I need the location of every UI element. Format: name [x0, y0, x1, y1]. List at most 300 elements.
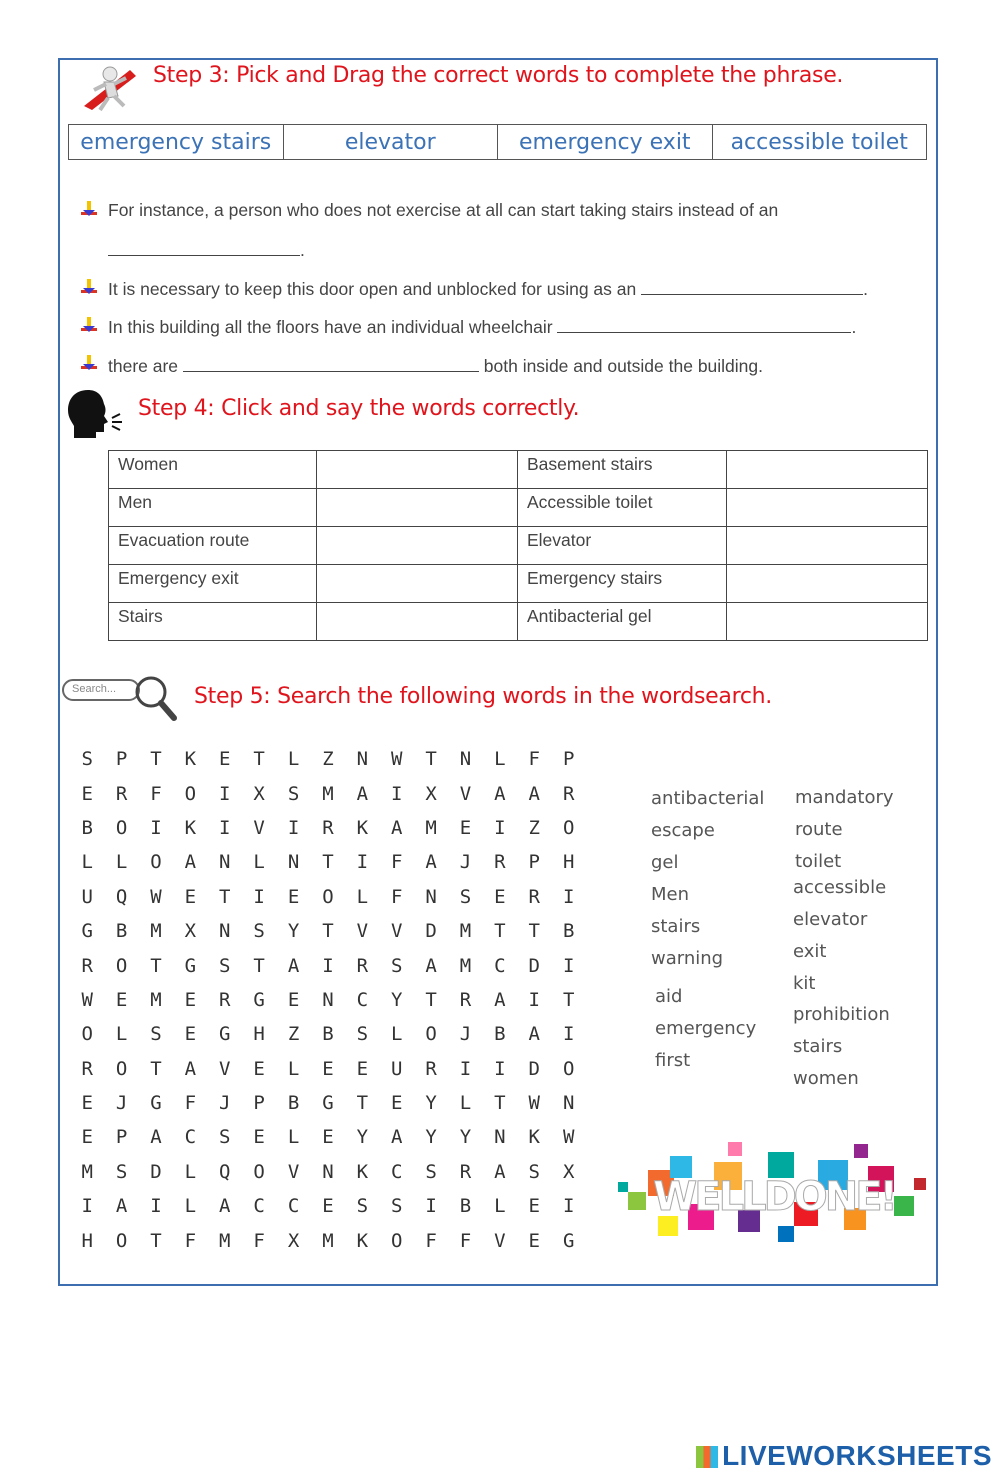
sentence-2-text: It is necessary to keep this door open and unblocked for using as an	[108, 279, 642, 299]
arrow-bullet-icon	[80, 201, 98, 219]
grid-letter[interactable]: D	[150, 1160, 162, 1183]
grid-letter[interactable]: E	[81, 1092, 93, 1115]
search-word: aid	[655, 986, 683, 1007]
grid-letter[interactable]: C	[184, 1126, 197, 1149]
grid-letter[interactable]: Y	[287, 920, 300, 943]
grid-letter[interactable]: E	[390, 1092, 403, 1115]
grid-letter[interactable]: G	[184, 954, 197, 977]
grid-letter[interactable]: O	[115, 1229, 128, 1252]
grid-letter[interactable]: P	[115, 1126, 128, 1149]
record-button-cell[interactable]	[727, 527, 928, 565]
grid-letter[interactable]: A	[184, 1057, 197, 1080]
grid-letter[interactable]: L	[287, 1126, 300, 1149]
grid-letter[interactable]: V	[356, 920, 369, 943]
search-word: mandatory	[795, 787, 894, 808]
grid-letter[interactable]: F	[390, 851, 403, 874]
grid-letter[interactable]: A	[494, 988, 506, 1011]
grid-letter[interactable]: K	[356, 1229, 369, 1252]
record-button-cell[interactable]	[727, 451, 928, 489]
grid-letter[interactable]: S	[115, 1160, 128, 1183]
grid-letter[interactable]: R	[494, 851, 506, 874]
grid-letter[interactable]: S	[356, 1023, 369, 1046]
grid-letter[interactable]: I	[150, 816, 162, 839]
grid-letter[interactable]: T	[150, 1229, 162, 1252]
grid-letter[interactable]: G	[253, 988, 265, 1011]
search-word: stairs	[793, 1036, 843, 1057]
search-word: women	[793, 1068, 859, 1089]
well-done-graphic	[618, 1142, 930, 1246]
grid-letter[interactable]: E	[322, 1195, 334, 1218]
grid-letter[interactable]: E	[459, 816, 472, 839]
grid-letter[interactable]: X	[184, 920, 197, 943]
grid-letter[interactable]: M	[81, 1160, 93, 1183]
grid-letter[interactable]: E	[287, 885, 300, 908]
grid-letter[interactable]: Z	[287, 1023, 300, 1046]
search-bar-graphic	[62, 679, 140, 701]
grid-letter[interactable]: X	[253, 782, 265, 805]
grid-letter[interactable]: V	[494, 1229, 506, 1252]
grid-letter[interactable]: F	[459, 1229, 472, 1252]
grid-letter[interactable]: K	[528, 1126, 540, 1149]
grid-letter[interactable]: N	[322, 1160, 334, 1183]
grid-letter[interactable]: T	[425, 988, 437, 1011]
grid-letter[interactable]: E	[528, 1229, 540, 1252]
grid-letter[interactable]: H	[562, 851, 575, 874]
search-word: emergency	[655, 1018, 757, 1039]
grid-letter[interactable]: T	[528, 920, 540, 943]
sentence-1	[108, 200, 778, 221]
record-button-cell[interactable]	[317, 603, 518, 641]
grid-letter[interactable]: L	[494, 1195, 506, 1218]
grid-letter[interactable]: N	[322, 988, 334, 1011]
grid-letter[interactable]: T	[322, 920, 334, 943]
grid-letter[interactable]: O	[150, 851, 162, 874]
grid-letter[interactable]: N	[562, 1092, 575, 1115]
grid-letter[interactable]: V	[287, 1160, 300, 1183]
grid-letter[interactable]: O	[115, 954, 128, 977]
sentence-2-end: .	[863, 279, 868, 299]
grid-letter[interactable]: I	[459, 1057, 472, 1080]
grid-letter[interactable]: E	[322, 1126, 334, 1149]
grid-letter[interactable]: G	[322, 1092, 334, 1115]
grid-letter[interactable]: M	[322, 782, 334, 805]
grid-letter[interactable]: L	[287, 748, 300, 771]
wordsearch-grid	[70, 742, 586, 1258]
grid-letter[interactable]: T	[494, 920, 506, 943]
draggable-word-elevator[interactable]: elevator	[284, 125, 499, 159]
grid-letter[interactable]: O	[115, 816, 128, 839]
grid-letter[interactable]: E	[115, 988, 128, 1011]
grid-letter[interactable]: S	[356, 1195, 369, 1218]
grid-letter[interactable]: A	[425, 954, 437, 977]
grid-letter[interactable]: C	[494, 954, 506, 977]
grid-letter[interactable]: M	[150, 988, 162, 1011]
grid-letter[interactable]: I	[562, 1023, 575, 1046]
grid-letter[interactable]: M	[322, 1229, 334, 1252]
sentence-4-text: there are	[108, 356, 183, 376]
grid-letter[interactable]: B	[322, 1023, 334, 1046]
grid-letter[interactable]: K	[356, 816, 369, 839]
grid-letter[interactable]: S	[287, 782, 300, 805]
drop-blank-1[interactable]	[108, 239, 300, 256]
grid-letter[interactable]: F	[150, 782, 162, 805]
grid-letter[interactable]: M	[459, 920, 472, 943]
grid-letter[interactable]: I	[81, 1195, 93, 1218]
grid-letter[interactable]: O	[115, 1057, 128, 1080]
draggable-word-emergency-exit[interactable]: emergency exit	[498, 125, 713, 159]
grid-letter[interactable]: K	[184, 816, 197, 839]
pronunciation-table	[108, 450, 928, 641]
grid-letter[interactable]: C	[356, 988, 369, 1011]
grid-letter[interactable]: E	[322, 1057, 334, 1080]
grid-letter[interactable]: I	[322, 954, 334, 977]
grid-letter[interactable]: R	[528, 885, 540, 908]
grid-letter[interactable]: E	[528, 1195, 540, 1218]
grid-letter[interactable]: V	[219, 1057, 231, 1080]
grid-letter[interactable]: A	[425, 851, 437, 874]
grid-letter[interactable]: L	[356, 885, 369, 908]
grid-letter[interactable]: I	[425, 1195, 437, 1218]
grid-letter[interactable]: N	[425, 885, 437, 908]
grid-letter[interactable]: B	[562, 920, 575, 943]
grid-letter[interactable]: S	[390, 954, 403, 977]
grid-letter[interactable]: P	[253, 1092, 265, 1115]
say-word-cell: Women	[109, 451, 317, 489]
step5-title: Step 5: Search the following words in the wordsearch.	[194, 684, 772, 709]
grid-letter[interactable]: S	[425, 1160, 437, 1183]
speaking-head-icon	[66, 388, 124, 440]
grid-letter[interactable]: N	[219, 851, 231, 874]
record-button-cell[interactable]	[317, 489, 518, 527]
grid-letter[interactable]: I	[494, 1057, 506, 1080]
draggable-word-emergency-stairs[interactable]: emergency stairs	[69, 125, 284, 159]
grid-letter[interactable]: L	[184, 1160, 197, 1183]
grid-letter[interactable]: M	[425, 816, 437, 839]
magnifier-icon	[132, 674, 178, 722]
grid-letter[interactable]: N	[356, 748, 369, 771]
grid-letter[interactable]: P	[562, 748, 575, 771]
grid-letter[interactable]: S	[219, 1126, 231, 1149]
grid-letter[interactable]: I	[562, 885, 575, 908]
grid-letter[interactable]: S	[253, 920, 265, 943]
grid-letter[interactable]: W	[528, 1092, 540, 1115]
grid-letter[interactable]: F	[184, 1229, 197, 1252]
arrow-bullet-icon	[80, 279, 98, 297]
record-button-cell[interactable]	[317, 451, 518, 489]
grid-letter[interactable]: E	[494, 885, 506, 908]
search-word: toilet	[795, 851, 842, 872]
sentence-1-text: For instance, a person who does not exercise at all can start taking stairs instead of an	[108, 200, 779, 220]
grid-letter[interactable]: Y	[390, 988, 403, 1011]
search-word: gel	[651, 852, 679, 873]
grid-letter[interactable]: M	[150, 920, 162, 943]
grid-letter[interactable]: G	[562, 1229, 575, 1252]
grid-letter[interactable]: S	[528, 1160, 540, 1183]
grid-letter[interactable]: X	[425, 782, 437, 805]
search-word: first	[655, 1050, 691, 1071]
logo-text: LIVEWORKSHEETS	[722, 1440, 992, 1471]
grid-letter[interactable]: W	[390, 748, 403, 771]
say-word-cell: Evacuation route	[109, 527, 317, 565]
grid-letter[interactable]: I	[219, 782, 231, 805]
grid-letter[interactable]: F	[184, 1092, 197, 1115]
grid-letter[interactable]: E	[356, 1057, 369, 1080]
grid-letter[interactable]: C	[390, 1160, 403, 1183]
grid-letter[interactable]: R	[115, 782, 128, 805]
grid-letter[interactable]: O	[562, 816, 575, 839]
grid-letter[interactable]: N	[219, 920, 231, 943]
grid-letter[interactable]: A	[219, 1195, 231, 1218]
grid-letter[interactable]: F	[528, 748, 540, 771]
grid-letter[interactable]: L	[115, 1023, 128, 1046]
grid-letter[interactable]: E	[253, 1126, 265, 1149]
grid-letter[interactable]: B	[494, 1023, 506, 1046]
grid-letter[interactable]: Y	[459, 1126, 472, 1149]
grid-letter[interactable]: F	[253, 1229, 265, 1252]
grid-letter[interactable]: R	[81, 1057, 93, 1080]
grid-letter[interactable]: I	[562, 954, 575, 977]
grid-letter[interactable]: E	[184, 885, 197, 908]
search-word: stairs	[651, 916, 701, 937]
grid-letter[interactable]: E	[219, 748, 231, 771]
liveworksheets-logo	[696, 1440, 992, 1472]
sentence-1-continued	[108, 239, 305, 261]
grid-letter[interactable]: T	[150, 1057, 162, 1080]
grid-letter[interactable]: R	[356, 954, 369, 977]
grid-letter[interactable]: R	[425, 1057, 437, 1080]
say-word-cell: Emergency stairs	[518, 565, 727, 603]
grid-letter[interactable]: C	[253, 1195, 265, 1218]
say-word-cell: Elevator	[518, 527, 727, 565]
grid-letter[interactable]: E	[287, 988, 300, 1011]
grid-letter[interactable]: B	[81, 816, 93, 839]
grid-letter[interactable]: N	[459, 748, 472, 771]
grid-letter[interactable]: I	[150, 1195, 162, 1218]
grid-letter[interactable]: S	[150, 1023, 162, 1046]
grid-letter[interactable]: A	[528, 782, 540, 805]
grid-letter[interactable]: E	[81, 1126, 93, 1149]
grid-letter[interactable]: J	[115, 1092, 128, 1115]
drop-blank-4[interactable]	[183, 355, 479, 372]
grid-letter[interactable]: L	[81, 851, 93, 874]
grid-letter[interactable]: S	[219, 954, 231, 977]
grid-letter[interactable]: I	[356, 851, 369, 874]
grid-letter[interactable]: Q	[219, 1160, 231, 1183]
draggable-word-accessible-toilet[interactable]: accessible toilet	[730, 129, 908, 155]
grid-letter[interactable]: A	[390, 816, 403, 839]
grid-letter[interactable]: V	[459, 782, 472, 805]
grid-letter[interactable]: O	[253, 1160, 265, 1183]
arrow-bullet-icon	[80, 355, 98, 373]
grid-letter[interactable]: N	[494, 1126, 506, 1149]
grid-letter[interactable]: S	[459, 885, 472, 908]
search-word: kit	[793, 973, 816, 994]
well-done-text: WELLDONE!	[653, 1174, 895, 1220]
grid-letter[interactable]: J	[459, 851, 472, 874]
grid-letter[interactable]: I	[494, 816, 506, 839]
grid-letter[interactable]: J	[219, 1092, 231, 1115]
grid-letter[interactable]: E	[253, 1057, 265, 1080]
grid-letter[interactable]: L	[459, 1092, 472, 1115]
grid-letter[interactable]: S	[390, 1195, 403, 1218]
grid-letter[interactable]: B	[459, 1195, 472, 1218]
grid-letter[interactable]: T	[562, 988, 575, 1011]
grid-letter[interactable]: W	[81, 988, 93, 1011]
grid-letter[interactable]: I	[219, 816, 231, 839]
grid-letter[interactable]: O	[184, 782, 197, 805]
search-placeholder: Search...	[72, 683, 117, 695]
grid-letter[interactable]: I	[253, 885, 265, 908]
sentence-4	[108, 355, 763, 377]
step3-title: Step 3: Pick and Drag the correct words to complete the phrase.	[153, 63, 844, 88]
grid-letter[interactable]: I	[528, 988, 540, 1011]
grid-letter[interactable]: A	[115, 1195, 128, 1218]
grid-letter[interactable]: L	[115, 851, 128, 874]
sentence-2	[108, 278, 868, 300]
search-word: exit	[793, 941, 827, 962]
grid-letter[interactable]: F	[390, 885, 403, 908]
grid-letter[interactable]: T	[425, 748, 437, 771]
grid-letter[interactable]: X	[287, 1229, 300, 1252]
record-button-cell[interactable]	[317, 565, 518, 603]
grid-letter[interactable]: R	[322, 816, 334, 839]
grid-letter[interactable]: D	[425, 920, 437, 943]
grid-letter[interactable]: T	[253, 748, 265, 771]
grid-letter[interactable]: R	[459, 988, 472, 1011]
grid-letter[interactable]: O	[425, 1023, 437, 1046]
grid-letter[interactable]: G	[219, 1023, 231, 1046]
grid-letter[interactable]: D	[528, 1057, 540, 1080]
grid-letter[interactable]: O	[562, 1057, 575, 1080]
grid-letter[interactable]: F	[425, 1229, 437, 1252]
grid-letter[interactable]: A	[287, 954, 300, 977]
grid-letter[interactable]: A	[494, 1160, 506, 1183]
grid-letter[interactable]: I	[390, 782, 403, 805]
record-button-cell[interactable]	[317, 527, 518, 565]
grid-letter[interactable]: P	[528, 851, 540, 874]
grid-letter[interactable]: E	[184, 1023, 197, 1046]
logo-mark-icon	[696, 1446, 718, 1468]
grid-letter[interactable]: I	[562, 1195, 575, 1218]
grid-letter[interactable]: B	[287, 1092, 300, 1115]
grid-letter[interactable]: U	[390, 1057, 403, 1080]
grid-letter[interactable]: C	[287, 1195, 300, 1218]
grid-letter[interactable]: P	[115, 748, 128, 771]
search-word: Men	[651, 884, 690, 905]
grid-letter[interactable]: I	[287, 816, 300, 839]
grid-letter[interactable]: M	[459, 954, 472, 977]
say-word-cell: Men	[109, 489, 317, 527]
grid-letter[interactable]: E	[184, 988, 197, 1011]
grid-letter[interactable]: T	[356, 1092, 369, 1115]
grid-letter[interactable]: A	[184, 851, 197, 874]
grid-letter[interactable]: O	[322, 885, 334, 908]
grid-letter[interactable]: A	[150, 1126, 162, 1149]
grid-letter[interactable]: R	[459, 1160, 472, 1183]
grid-letter[interactable]: D	[528, 954, 540, 977]
grid-letter[interactable]: L	[390, 1023, 403, 1046]
grid-letter[interactable]: Z	[528, 816, 540, 839]
grid-letter[interactable]: K	[184, 748, 197, 771]
record-button-cell[interactable]	[727, 603, 928, 641]
grid-letter[interactable]: K	[356, 1160, 369, 1183]
grid-letter[interactable]: X	[562, 1160, 575, 1183]
step4-title: Step 4: Click and say the words correctly.	[138, 396, 580, 421]
grid-letter[interactable]: Z	[322, 748, 334, 771]
grid-letter[interactable]: G	[150, 1092, 162, 1115]
grid-letter[interactable]: Q	[115, 885, 128, 908]
grid-letter[interactable]: A	[494, 782, 506, 805]
grid-letter[interactable]: Y	[425, 1092, 437, 1115]
grid-letter[interactable]: T	[253, 954, 265, 977]
say-word-cell: Stairs	[109, 603, 317, 641]
sentence-1-end: .	[300, 240, 305, 260]
grid-letter[interactable]: V	[390, 920, 403, 943]
grid-letter[interactable]: W	[150, 885, 162, 908]
grid-letter[interactable]: L	[184, 1195, 197, 1218]
record-button-cell[interactable]	[727, 489, 928, 527]
search-word: prohibition	[793, 1004, 890, 1025]
drop-blank-2[interactable]	[641, 278, 863, 295]
search-word: elevator	[793, 909, 868, 930]
sentence-3-text: In this building all the floors have an individual wheelchair	[108, 317, 558, 337]
grid-letter[interactable]: A	[390, 1126, 403, 1149]
grid-letter[interactable]: R	[562, 782, 575, 805]
grid-letter[interactable]: N	[287, 851, 300, 874]
grid-letter[interactable]: T	[219, 885, 231, 908]
grid-letter[interactable]: S	[81, 748, 93, 771]
grid-letter[interactable]: T	[150, 748, 162, 771]
grid-letter[interactable]: Y	[425, 1126, 437, 1149]
grid-letter[interactable]: W	[562, 1126, 575, 1149]
search-word: escape	[651, 820, 715, 841]
grid-letter[interactable]: T	[494, 1092, 506, 1115]
grid-letter[interactable]: T	[150, 954, 162, 977]
grid-letter[interactable]: R	[81, 954, 93, 977]
grid-letter[interactable]: Y	[356, 1126, 369, 1149]
grid-letter[interactable]: O	[81, 1023, 93, 1046]
search-word: accessible	[793, 877, 887, 898]
grid-letter[interactable]: R	[219, 988, 231, 1011]
grid-letter[interactable]: H	[81, 1229, 93, 1252]
say-word-cell: Emergency exit	[109, 565, 317, 603]
grid-letter[interactable]: A	[356, 782, 369, 805]
say-word-cell: Antibacterial gel	[518, 603, 727, 641]
grid-letter[interactable]: V	[253, 816, 265, 839]
grid-letter[interactable]: M	[219, 1229, 231, 1252]
running-figure-icon	[80, 60, 140, 112]
grid-letter[interactable]: U	[81, 885, 93, 908]
grid-letter[interactable]: A	[528, 1023, 540, 1046]
grid-letter[interactable]: H	[253, 1023, 265, 1046]
search-word: route	[795, 819, 843, 840]
say-word-cell: Accessible toilet	[518, 489, 727, 527]
grid-letter[interactable]: G	[81, 920, 93, 943]
grid-letter[interactable]: B	[115, 920, 128, 943]
grid-letter[interactable]: J	[459, 1023, 472, 1046]
grid-letter[interactable]: O	[390, 1229, 403, 1252]
grid-letter[interactable]: E	[81, 782, 93, 805]
arrow-bullet-icon	[80, 317, 98, 335]
sentence-3	[108, 316, 856, 338]
drop-blank-3[interactable]	[557, 316, 851, 333]
grid-letter[interactable]: L	[253, 851, 265, 874]
sentence-3-end: .	[851, 317, 857, 337]
grid-letter[interactable]: T	[322, 851, 334, 874]
record-button-cell[interactable]	[727, 565, 928, 603]
grid-letter[interactable]: L	[494, 748, 506, 771]
grid-letter[interactable]: L	[287, 1057, 300, 1080]
